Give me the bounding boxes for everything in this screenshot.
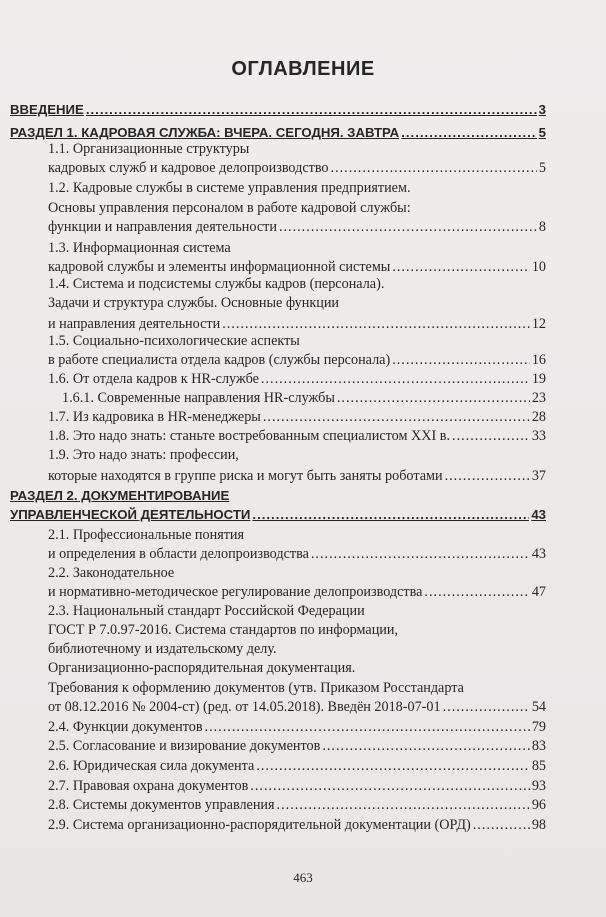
toc-entry [48,198,546,218]
toc-entry-page: 43 [531,507,546,522]
toc-entry-title: Требования к оформлению документов (утв. Приказом Росстандарта [48,680,464,696]
toc-entry [48,601,546,621]
dot-leader [445,466,530,486]
toc-title: ОГЛАВЛЕНИЕ [231,58,375,80]
toc-entry-page: 23 [531,390,546,406]
toc-entry-title: в работе специалиста отдела кадров (службы персонала) [48,352,391,368]
toc-entry [48,544,546,564]
dot-leader [86,100,537,120]
toc-entry-title: 1.9. Это надо знать: профессии, [48,447,239,463]
toc-entry-page: 28 [531,409,546,425]
toc-entry-page: 85 [531,758,546,774]
toc-entry [48,139,546,159]
toc-entry-title: которые находятся в группе риска и могут быть заняты роботами [48,468,443,484]
toc-entry-title: РАЗДЕЛ 2. ДОКУМЕНТИРОВАНИЕ [10,488,230,503]
dot-leader [261,369,530,389]
dot-leader [392,350,530,370]
toc-entry [10,100,546,120]
toc-entry [48,776,546,796]
toc-entry-page: 12 [531,316,546,332]
dot-leader [205,717,530,737]
toc-entry-title: Основы управления персоналом в работе кадровой службы: [48,200,411,216]
toc-entry [48,525,546,545]
toc-entry-title: 2.9. Система организационно-распорядительной документации (ОРД) [48,817,471,833]
toc-entry [48,717,546,737]
dot-leader [279,217,537,237]
toc-entry [48,620,546,640]
toc-entry-title: 2.6. Юридическая сила документа [48,758,255,774]
toc-entry-title: 1.3. Информационная система [48,240,231,256]
toc-entry-title: 2.2. Законодательное [48,565,175,581]
toc-entry-page: 79 [531,719,546,735]
toc-entry-page: 93 [531,778,546,794]
toc-entry-page: 10 [531,259,546,275]
toc-entry-page: 8 [538,219,546,235]
toc-entry-title: кадровой службы и элементы информационной системы [48,259,391,275]
toc-entry-page: 33 [531,428,546,444]
toc-entry-title: 2.5. Согласование и визирование документов [48,738,321,754]
toc-entry-title: 1.6.1. Современные направления HR-службы [62,390,335,406]
toc-entry-title: 1.5. Социально-психологические аспекты [48,333,300,349]
toc-entry [48,331,546,351]
toc-entry-page: 83 [531,738,546,754]
dot-leader [473,815,530,835]
toc-entry [48,756,546,776]
toc-entry-page: 16 [531,352,546,368]
dot-leader [250,776,530,796]
toc-entry-title: 1.7. Из кадровика в HR-менеджеры [48,409,261,425]
dot-leader [322,736,529,756]
toc-entry-page: 98 [531,817,546,833]
toc-entry-title: ГОСТ Р 7.0.97-2016. Система стандартов по информации, [48,622,399,638]
toc-entry [48,697,546,717]
toc-entry [48,274,546,294]
toc-entry-title: и нормативно-методическое регулирование делопроизводства [48,584,423,600]
toc-entry-title: 1.6. От отдела кадров к HR-службе [48,371,259,387]
toc-entry [48,238,546,258]
toc-entry-page: 37 [531,468,546,484]
toc-entry-title: библиотечному и издательскому делу. [48,641,277,657]
toc-entry-title: 2.1. Профессиональные понятия [48,527,245,543]
dot-leader [452,426,530,446]
toc-entry-title: и определения в области делопроизводства [48,546,309,562]
toc-entry-title: Организационно-распорядительная документация. [48,660,356,676]
toc-entry-page: 5 [538,125,546,140]
dot-leader [337,388,530,408]
toc-entry [48,658,546,678]
toc-entry [48,158,546,178]
toc-entry-title: 2.7. Правовая охрана документов [48,778,249,794]
toc-entry-title: УПРАВЛЕНЧЕСКОЙ ДЕЯТЕЛЬНОСТИ [10,507,251,522]
toc-entry [48,217,546,237]
toc-entry-title: 1.8. Это надо знать: станьте востребованным специалистом XXI в. [48,428,451,444]
toc-entry [10,505,546,525]
dot-leader [277,795,530,815]
toc-entry-title: 1.2. Кадровые службы в системе управления предприятием. [48,180,411,196]
toc-entry-title: 2.8. Системы документов управления [48,797,275,813]
toc-entry-page: 19 [531,371,546,387]
toc-entry-title: 1.1. Организационные структуры [48,141,250,157]
toc-entry [10,486,546,506]
toc-entry-title: 2.3. Национальный стандарт Российской Федерации [48,603,365,619]
toc-entry [48,293,546,313]
toc-entry-page: 43 [531,546,546,562]
toc-entry [48,736,546,756]
toc-entry [48,639,546,659]
dot-leader [263,407,530,427]
toc-entry [48,563,546,583]
toc-entry [48,582,546,602]
dot-leader [331,158,537,178]
toc-entry [48,445,546,465]
toc-entry [48,350,546,370]
toc-entry-page: 96 [531,797,546,813]
toc-entry [48,466,546,486]
toc-entry-page: 54 [531,699,546,715]
toc-entry-page: 3 [538,102,546,117]
toc-entry-title: Задачи и структура службы. Основные функции [48,295,340,311]
toc-entry-title: 1.4. Система и подсистемы службы кадров (персонала). [48,276,385,292]
toc-entry-page: 47 [531,584,546,600]
dot-leader [424,582,529,602]
dot-leader [256,756,530,776]
dot-leader [311,544,530,564]
toc-entry-title: и направления деятельности [48,316,221,332]
dot-leader [443,697,530,717]
toc-entry [48,795,546,815]
toc-entry-title: 2.4. Функции документов [48,719,203,735]
toc-entry-page: 5 [538,160,546,176]
page-number: 463 [293,870,313,885]
toc-entry [48,369,546,389]
toc-entry-title: РАЗДЕЛ 1. КАДРОВАЯ СЛУЖБА: ВЧЕРА. СЕГОДНЯ. ЗАВТРА [10,125,400,140]
toc-entry-title: кадровых служб и кадровое делопроизводство [48,160,329,176]
dot-leader [252,505,529,525]
toc-entry-title: функции и направления деятельности [48,219,277,235]
toc-entry-title: ВВЕДЕНИЕ [10,102,84,117]
toc-entry-title: от 08.12.2016 № 2004-ст) (ред. от 14.05.2018). Введён 2018-07-01 [48,699,441,715]
toc-entry [48,678,546,698]
toc-entry [62,388,546,408]
toc-entry [48,178,546,198]
toc-entry [48,426,546,446]
toc-entry [48,815,546,835]
toc-entry [48,407,546,427]
